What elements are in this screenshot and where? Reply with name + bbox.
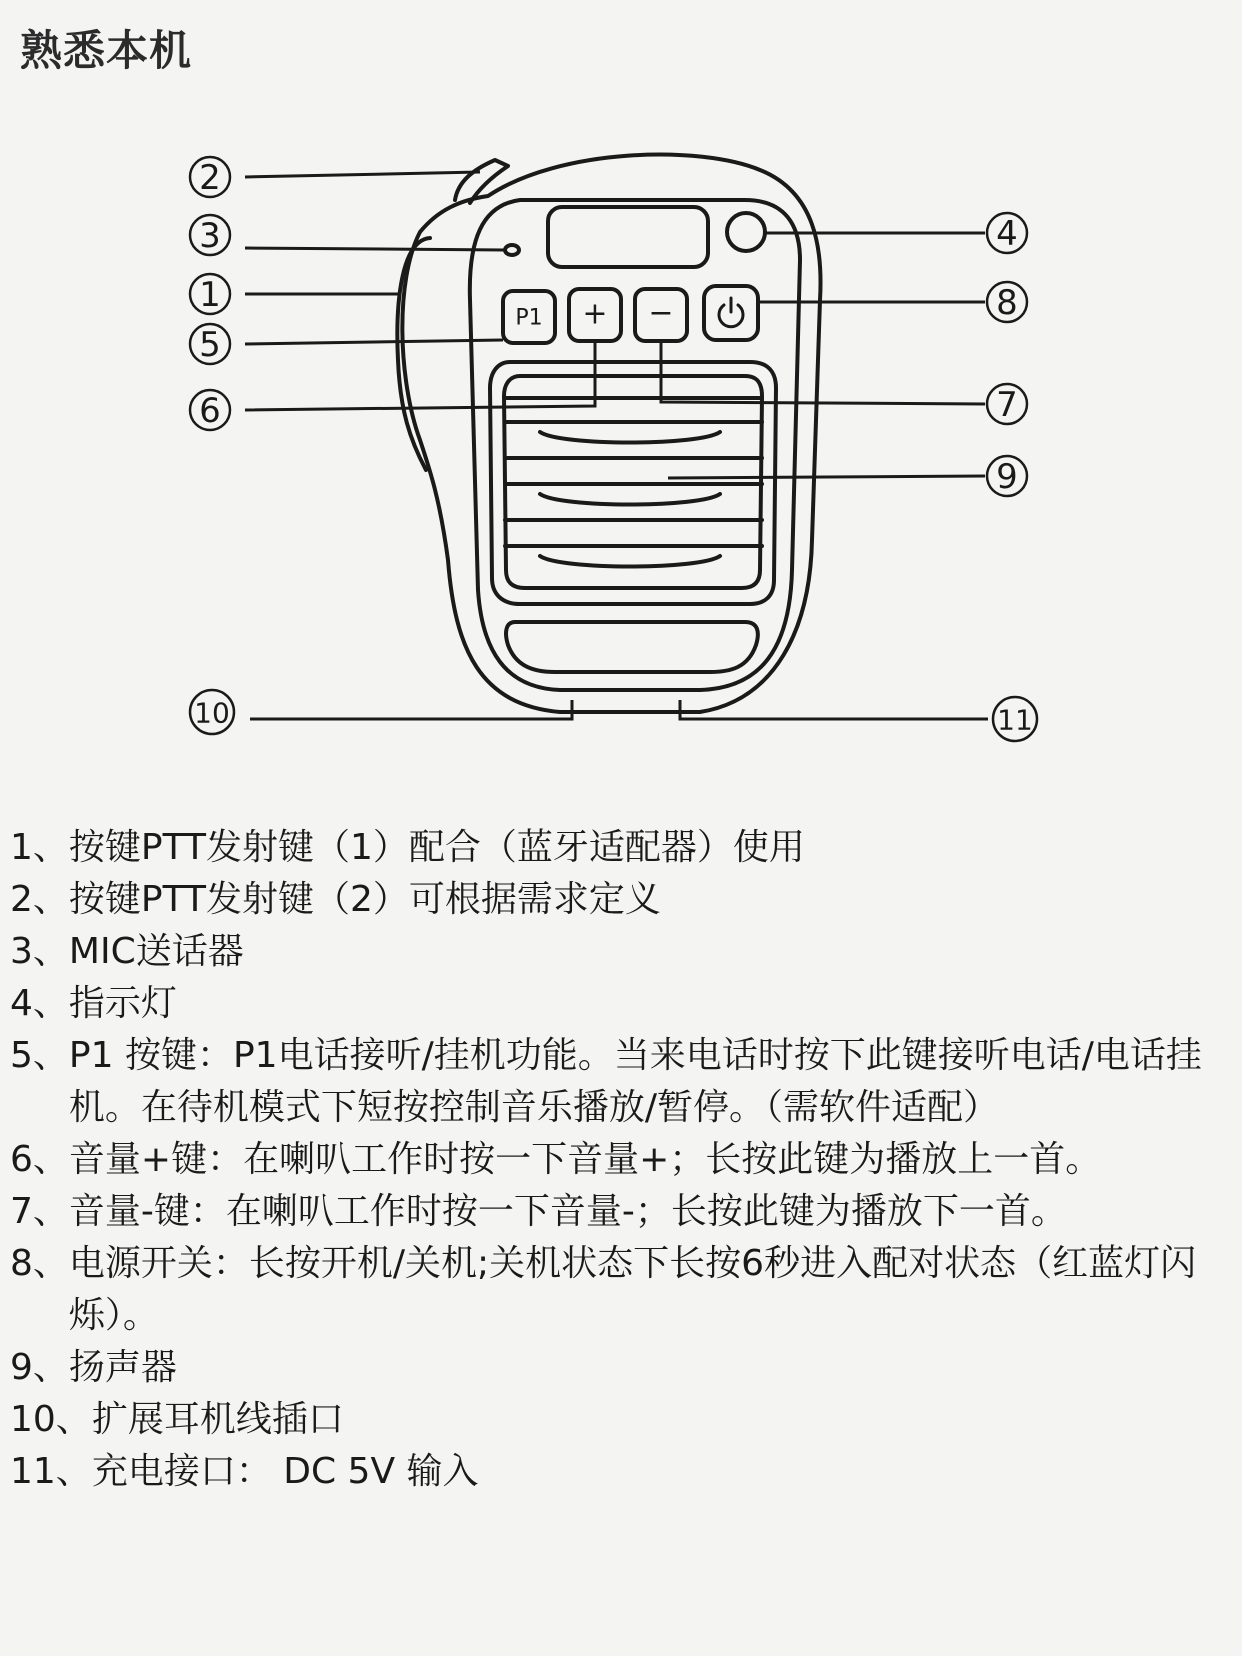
legend-num: 3、 bbox=[10, 931, 69, 972]
legend-num: 10、 bbox=[10, 1399, 92, 1440]
legend-num: 4、 bbox=[10, 983, 69, 1024]
indicator-light bbox=[727, 213, 765, 251]
callout-label-5: 5 bbox=[199, 325, 221, 365]
leader-line-5 bbox=[245, 340, 503, 344]
mic-hole bbox=[505, 245, 519, 255]
legend-item bbox=[10, 1238, 1232, 1342]
leader-line-3 bbox=[245, 248, 505, 250]
callout-label-6: 6 bbox=[199, 391, 221, 431]
legend-item bbox=[10, 1394, 1232, 1446]
volume-down-label: − bbox=[648, 295, 674, 331]
callout-label-3: 3 bbox=[199, 216, 221, 256]
callout-label-9: 9 bbox=[996, 457, 1018, 497]
microphone-diagram bbox=[0, 0, 1242, 760]
legend-item bbox=[10, 1186, 1232, 1238]
page-title: 熟悉本机 bbox=[20, 26, 193, 75]
volume-up-label: + bbox=[582, 296, 608, 332]
callout-label-11: 11 bbox=[997, 703, 1033, 737]
speaker-grille bbox=[490, 362, 776, 604]
legend-item bbox=[10, 1342, 1232, 1394]
legend-text: 音量+键：在喇叭工作时按一下音量+；长按此键为播放上一首。 bbox=[68, 1139, 1102, 1180]
legend-item bbox=[10, 822, 1232, 874]
legend-text: 指示灯 bbox=[68, 983, 177, 1024]
callout-label-2: 2 bbox=[199, 158, 221, 198]
leader-line-2 bbox=[245, 172, 480, 177]
legend-text: 扬声器 bbox=[68, 1347, 177, 1388]
callout-label-4: 4 bbox=[996, 214, 1018, 254]
leader-line-9 bbox=[668, 476, 985, 478]
legend-text: 按键PTT发射键（2）可根据需求定义 bbox=[68, 879, 661, 920]
legend-num: 9、 bbox=[10, 1347, 69, 1388]
legend-text: 按键PTT发射键（1）配合（蓝牙适配器）使用 bbox=[68, 827, 805, 868]
bottom-vent bbox=[506, 622, 758, 672]
indicator-window bbox=[548, 207, 708, 267]
legend-item bbox=[10, 1134, 1232, 1186]
legend-text: 电源开关：长按开机/关机;关机状态下长按6秒进入配对状态（红蓝灯闪烁）。 bbox=[68, 1243, 1197, 1336]
legend-num: 7、 bbox=[10, 1191, 69, 1232]
callout-label-10: 10 bbox=[194, 696, 230, 730]
callout-label-1: 1 bbox=[199, 275, 221, 315]
legend-item bbox=[10, 926, 1232, 978]
legend-num: 6、 bbox=[10, 1139, 69, 1180]
legend-item bbox=[10, 874, 1232, 926]
legend-num: 1、 bbox=[10, 827, 69, 868]
legend-num: 2、 bbox=[10, 879, 69, 920]
legend-item bbox=[10, 978, 1232, 1030]
legend-text: P1 按键：P1电话接听/挂机功能。当来电话时按下此键接听电话/电话挂机。在待机模式下短按控制音乐播放/暂停。（需软件适配） bbox=[68, 1035, 1202, 1128]
legend-num: 5、 bbox=[10, 1035, 69, 1076]
p1-button-label: P1 bbox=[515, 305, 543, 331]
legend-text: 音量-键：在喇叭工作时按一下音量-；长按此键为播放下一首。 bbox=[68, 1191, 1067, 1232]
leader-line-7 bbox=[661, 341, 985, 404]
legend-text: 充电接口： DC 5V 输入 bbox=[91, 1451, 479, 1492]
legend-item bbox=[10, 1030, 1232, 1134]
front-panel bbox=[470, 200, 800, 690]
callout-label-7: 7 bbox=[996, 385, 1018, 425]
legend-item bbox=[10, 1446, 1232, 1498]
legend-num: 8、 bbox=[10, 1243, 69, 1284]
callout-label-8: 8 bbox=[996, 283, 1018, 323]
legend-text: MIC送话器 bbox=[68, 931, 244, 972]
legend-num: 11、 bbox=[10, 1451, 92, 1492]
legend-text: 扩展耳机线插口 bbox=[91, 1399, 344, 1440]
feature-legend bbox=[10, 822, 1232, 1498]
